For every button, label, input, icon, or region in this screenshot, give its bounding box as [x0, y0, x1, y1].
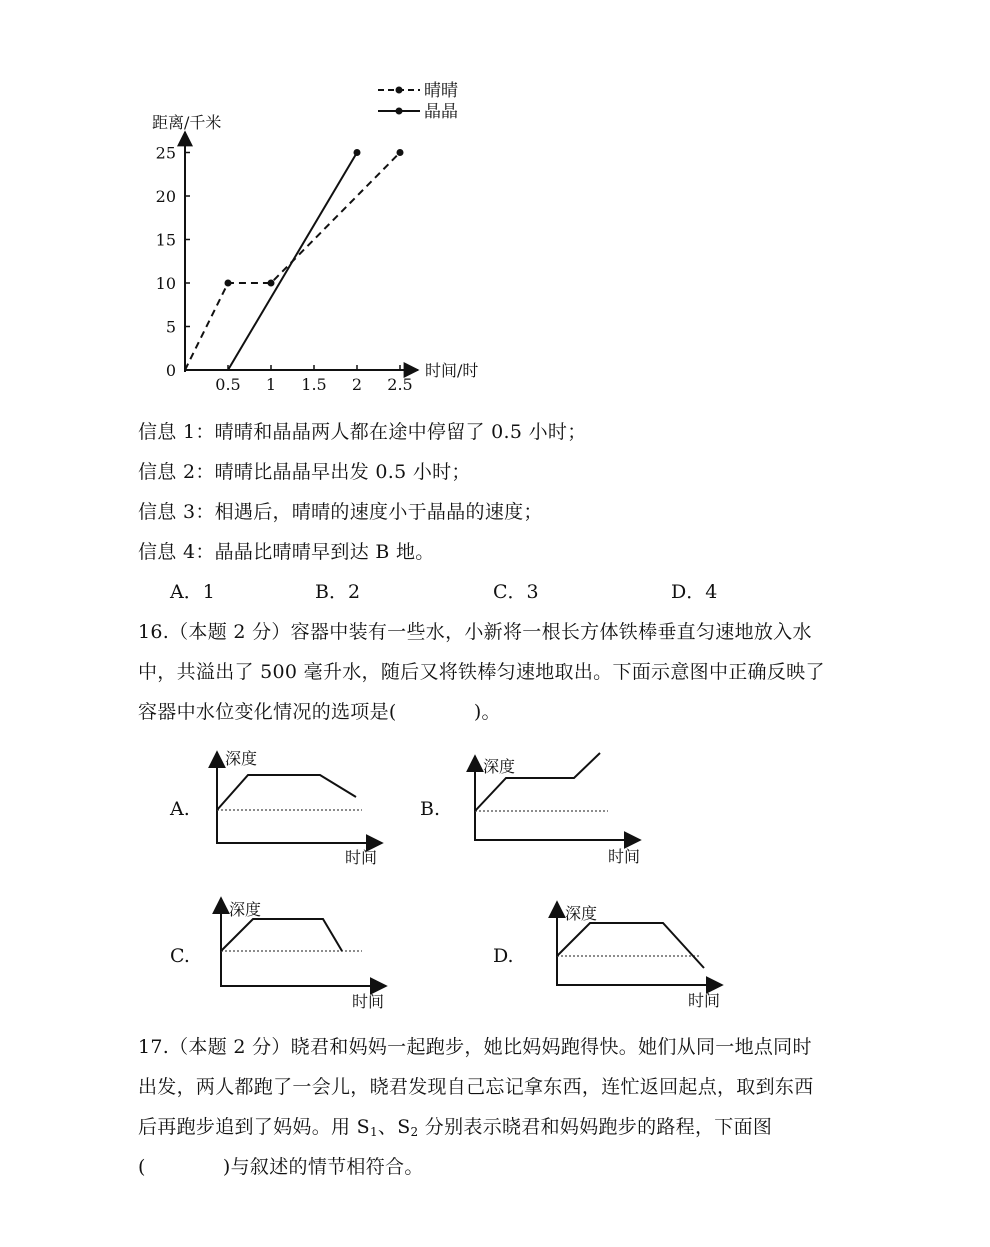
y-tick-label: 5: [165, 317, 176, 337]
q16-option-d-label[interactable]: D.: [493, 945, 514, 967]
chart-series: [185, 149, 404, 370]
series-point-qingqing: [225, 280, 232, 287]
q17-line-3-part-2: 、S: [377, 1116, 411, 1138]
q16-option-graphs: [0, 740, 990, 1080]
y-tick-label: 25: [155, 143, 176, 163]
q15-option-a[interactable]: A．1: [170, 581, 215, 603]
q17-subscript-1: 1: [369, 1125, 378, 1139]
series-point-jingjing: [354, 149, 361, 156]
x-axis-label: 时间/时: [425, 361, 479, 380]
q17-line-4: ( )与叙述的情节相符合。: [138, 1156, 424, 1178]
x-tick-label: 0.5: [215, 375, 241, 394]
q16-line-1: 16.（本题 2 分）容器中装有一些水，小新将一根长方体铁棒垂直匀速地放入水: [138, 621, 812, 643]
q15-option-d[interactable]: D．4: [671, 581, 718, 603]
graph-d: [556, 902, 722, 1010]
q16-option-c-label[interactable]: C.: [170, 945, 190, 967]
q16-option-a-label[interactable]: A.: [170, 798, 190, 820]
q16-line-2: 中，共溢出了 500 毫升水，随后又将铁棒匀速地取出。下面示意图中正确反映了: [138, 661, 825, 683]
x-tick-label: 1: [265, 375, 277, 394]
series-line-jingjing: [228, 153, 357, 371]
info-line-3: 信息 3：相遇后，晴晴的速度小于晶晶的速度；: [138, 501, 543, 523]
legend-solid-marker: [396, 108, 403, 115]
q17-line-3: [138, 1112, 772, 1139]
info-line-1: 信息 1：晴晴和晶晶两人都在途中停留了 0.5 小时；: [138, 421, 587, 443]
graph-c: [220, 898, 386, 1011]
q17-line-2: 出发，两人都跑了一会儿，晓君发现自己忘记拿东西，连忙返回起点，取到东西: [138, 1076, 814, 1098]
q17-subscript-2: 2: [410, 1125, 419, 1139]
x-tick-label: 2.5: [387, 375, 413, 394]
info-line-2: 信息 2：晴晴比晶晶早出发 0.5 小时；: [138, 461, 471, 483]
graph-a-xlabel: 时间: [345, 848, 378, 867]
q16-option-b-label[interactable]: B.: [420, 798, 441, 820]
q15-option-b[interactable]: B．2: [315, 581, 361, 603]
q17-line-3-part-3: 分别表示晓君和妈妈跑步的路程，下面图: [418, 1116, 773, 1138]
legend-dashed-marker: [396, 87, 403, 94]
y-tick-label: 20: [155, 187, 176, 206]
graph-a: [216, 749, 382, 867]
graph-c-curve: [221, 919, 342, 951]
x-tick-label: 2: [351, 375, 363, 394]
graph-d-curve: [557, 923, 704, 968]
graph-d-ylabel: 深度: [565, 904, 598, 923]
y-tick-label: 10: [155, 274, 176, 293]
distance-time-chart: [0, 0, 990, 400]
x-tick-label: 1.5: [301, 375, 327, 394]
graph-b-xlabel: 时间: [608, 847, 641, 866]
q15-option-c[interactable]: C．3: [493, 581, 539, 603]
y-tick-label: 15: [155, 230, 176, 250]
info-line-4: 信息 4：晶晶比晴晴早到达 B 地。: [138, 541, 435, 563]
graph-c-xlabel: 时间: [352, 992, 385, 1011]
legend-label-qingqing: 晴晴: [424, 81, 458, 101]
graph-b-ylabel: 深度: [483, 757, 516, 776]
graph-b: [474, 753, 640, 866]
legend: [378, 81, 458, 122]
y-tick-label: 0: [165, 361, 176, 380]
graph-d-xlabel: 时间: [688, 991, 721, 1010]
y-axis-label: 距离/千米: [152, 113, 222, 132]
q16-line-3: 容器中水位变化情况的选项是( )。: [138, 701, 501, 723]
q17-line-3-part-1: 后再跑步追到了妈妈。用 S: [138, 1116, 370, 1138]
legend-label-jingjing: 晶晶: [424, 102, 458, 122]
graph-c-ylabel: 深度: [229, 900, 262, 919]
q17-line-1: 17.（本题 2 分）晓君和妈妈一起跑步，她比妈妈跑得快。她们从同一地点同时: [138, 1036, 812, 1058]
graph-a-curve: [217, 775, 356, 810]
series-point-qingqing: [397, 149, 404, 156]
graph-a-ylabel: 深度: [225, 749, 258, 768]
series-point-qingqing: [268, 280, 275, 287]
